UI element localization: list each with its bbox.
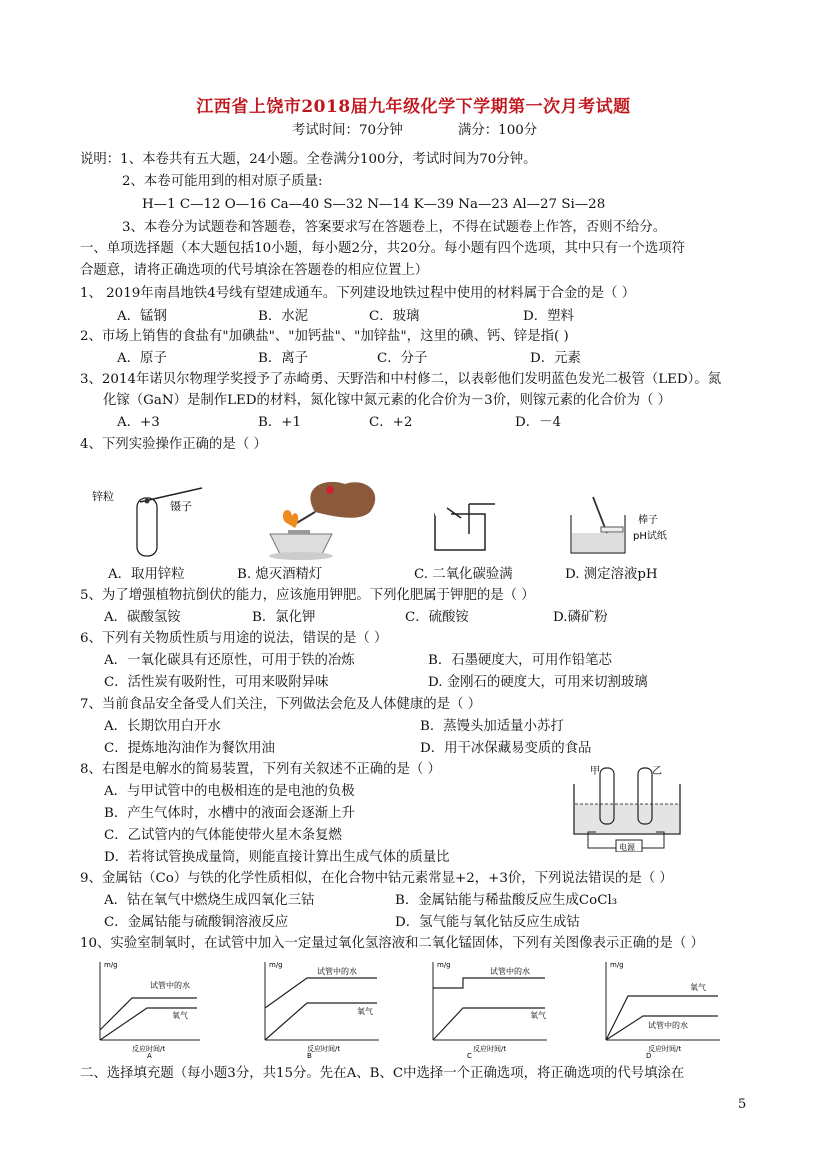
q1-option-d: D．塑料 [523, 309, 574, 324]
tube-yi-label: 乙 [652, 766, 662, 777]
q4-option-d: D. 测定溶液pH [565, 567, 658, 582]
svg-text:B: B [307, 1052, 312, 1058]
q5-option-b: B．氯化钾 [252, 610, 316, 625]
svg-text:氧气: 氧气 [530, 1011, 546, 1020]
q9-option-c: C．金属钴能与硫酸铜溶液反应 [104, 915, 289, 930]
q6-option-d: D. 金刚石的硬度大，可用来切割玻璃 [428, 675, 648, 690]
svg-text:反应时间/t: 反应时间/t [648, 1045, 682, 1053]
q10-graph-c [425, 958, 555, 1058]
q7-option-a: A．长期饮用白开水 [104, 719, 221, 734]
battery-label: 电源 [619, 843, 635, 852]
q8-stem: 8、右图是电解水的简易装置，下列有关叙述不正确的是（ ） [80, 762, 441, 777]
q3-stem-2: 化镓（GaN）是制作LED的材料，氮化镓中氮元素的化合价为－3价，则镓元素的化合价为（ ） [103, 393, 672, 408]
page-number: 5 [738, 1097, 747, 1112]
q10-graph-b [257, 958, 387, 1058]
svg-text:试管中的水: 试管中的水 [317, 967, 357, 976]
note-2-masses: H—1 C—12 O—16 Ca—40 S—32 N—14 K—39 Na—23 Al—27 Si—28 [142, 197, 606, 212]
q4-figure-d [563, 493, 698, 557]
rod-label: 棒子 [638, 515, 658, 526]
q6-option-a: A．一氧化碳具有还原性，可用于铁的冶炼 [104, 653, 355, 668]
q3-option-c: C．+2 [369, 415, 413, 430]
q10-stem: 10、实验室制氧时，在试管中加入一定量过氧化氢溶液和二氧化锰固体，下列有关图像表示正确的是（ ） [80, 936, 704, 951]
q3-option-d: D．－4 [515, 415, 562, 430]
svg-text:m/g: m/g [610, 961, 624, 969]
q3-option-b: B．+1 [258, 415, 301, 430]
tweezers-label: 镊子 [170, 500, 192, 513]
q8-option-c: C．乙试管内的气体能使带火星木条复燃 [104, 828, 342, 843]
q1-option-c: C．玻璃 [369, 309, 420, 324]
section1-header-1: 一、单项选择题（本大题包括10小题，每小题2分，共20分。每小题有四个选项，其中只有一个选项符 [80, 241, 686, 256]
section2-header: 二、选择填充题（每小题3分，共15分。先在A、B、C中选择一个正确选项，将正确选项的代号填涂在 [80, 1066, 685, 1081]
q5-option-d: D.磷矿粉 [553, 610, 608, 625]
svg-text:试管中的水: 试管中的水 [490, 967, 530, 976]
q5-option-c: C．硫酸铵 [405, 610, 469, 625]
svg-text:C: C [467, 1052, 472, 1058]
page-title: 江西省上饶市2018届九年级化学下学期第一次月考试题 [196, 97, 631, 117]
q4-figure-c [425, 494, 505, 554]
q4-figure-b [260, 472, 390, 562]
q8-option-a: A．与甲试管中的电极相连的是电池的负极 [104, 784, 355, 799]
q8-option-b: B．产生气体时，水槽中的液面会逐渐上升 [104, 806, 355, 821]
q2-option-c: C．分子 [377, 351, 428, 366]
exam-time: 考试时间：70分钟 [292, 123, 403, 138]
q6-option-c: C．活性炭有吸附性，可用来吸附异味 [104, 675, 329, 690]
q2-option-b: B．离子 [258, 351, 309, 366]
q4-figure-a [90, 480, 210, 560]
q1-option-b: B．水泥 [258, 309, 309, 324]
note-3: 3、本卷分为试题卷和答题卷，答案要求写在答题卷上，不得在试题卷上作答，否则不给分。 [122, 220, 667, 235]
q7-option-b: B．蒸馒头加适量小苏打 [420, 719, 564, 734]
svg-text:m/g: m/g [269, 961, 283, 969]
svg-text:氧气: 氧气 [690, 983, 706, 992]
tube-jia-label: 甲 [590, 766, 600, 777]
q9-option-b: B．金属钴能与稀盐酸反应生成CoCl₃ [395, 893, 618, 908]
q1-stem: 1、 2019年南昌地铁4号线有望建成通车。下列建设地铁过程中使用的材料属于合金的是（ ） [80, 286, 636, 301]
section1-header-2: 合题意，请将正确选项的代号填涂在答题卷的相应位置上） [80, 263, 429, 278]
q7-option-c: C．提炼地沟油作为餐饮用油 [104, 741, 275, 756]
svg-text:氧气: 氧气 [357, 1007, 373, 1016]
zinc-label: 锌粒 [92, 490, 114, 503]
q5-option-a: A．碳酸氢铵 [104, 610, 181, 625]
q10-graph-a [92, 958, 207, 1058]
svg-text:D: D [646, 1052, 652, 1058]
svg-text:m/g: m/g [104, 961, 118, 969]
q8-electrolysis-figure [568, 762, 688, 852]
svg-text:A: A [147, 1052, 152, 1058]
q3-stem-1: 3、2014年诺贝尔物理学奖授予了赤崎勇、天野浩和中村修二，以表彰他们发明蓝色发光二极管（LED）。氮 [80, 372, 722, 387]
q9-option-d: D．氢气能与氧化钴反应生成钴 [395, 915, 580, 930]
svg-text:试管中的水: 试管中的水 [150, 981, 190, 990]
svg-text:反应时间/t: 反应时间/t [307, 1045, 341, 1053]
q7-option-d: D．用干冰保藏易变质的食品 [420, 741, 592, 756]
ph-paper-label: pH试纸 [633, 531, 667, 542]
q2-option-d: D．元素 [530, 351, 581, 366]
q6-stem: 6、下列有关物质性质与用途的说法，错误的是（ ） [80, 631, 388, 646]
svg-text:反应时间/t: 反应时间/t [132, 1045, 166, 1053]
q3-option-a: A．+3 [117, 415, 160, 430]
q1-option-a: A．锰钢 [117, 309, 167, 324]
q7-stem: 7、当前食品安全备受人们关注，下列做法会危及人体健康的是（ ） [80, 697, 482, 712]
note-1: 说明：1、本卷共有五大题，24小题。全卷满分100分，考试时间为70分钟。 [80, 152, 537, 167]
q10-graph-d [598, 958, 728, 1058]
svg-text:氧气: 氧气 [172, 1011, 188, 1020]
q9-option-a: A．钴在氧气中燃烧生成四氧化三钴 [104, 893, 315, 908]
svg-text:m/g: m/g [437, 961, 451, 969]
q9-stem: 9、金属钴（Co）与铁的化学性质相似，在化合物中钴元素常显+2，+3价，下列说法错误的是（ ） [80, 871, 673, 886]
note-2: 2、本卷可能用到的相对原子质量: [122, 174, 323, 189]
q4-option-c: C. 二氧化碳验满 [414, 567, 513, 582]
exam-score: 满分：100分 [458, 123, 538, 138]
q2-stem: 2、市场上销售的食盐有"加碘盐"、"加钙盐"、"加锌盐"，这里的碘、钙、锌是指( ) [80, 329, 569, 344]
q5-stem: 5、为了增强植物抗倒伏的能力，应该施用钾肥。下列化肥属于钾肥的是（ ） [80, 588, 535, 603]
svg-text:反应时间/t: 反应时间/t [473, 1045, 507, 1053]
q4-option-b: B. 熄灭酒精灯 [237, 567, 323, 582]
q2-option-a: A．原子 [117, 351, 167, 366]
svg-text:试管中的水: 试管中的水 [648, 1021, 688, 1030]
q4-stem: 4、下列实验操作正确的是（ ） [80, 437, 267, 452]
q6-option-b: B．石墨硬度大，可用作铅笔芯 [428, 653, 612, 668]
q8-option-d: D．若将试管换成量筒，则能直接计算出生成气体的质量比 [104, 850, 450, 865]
q4-option-a: A．取用锌粒 [108, 567, 185, 582]
